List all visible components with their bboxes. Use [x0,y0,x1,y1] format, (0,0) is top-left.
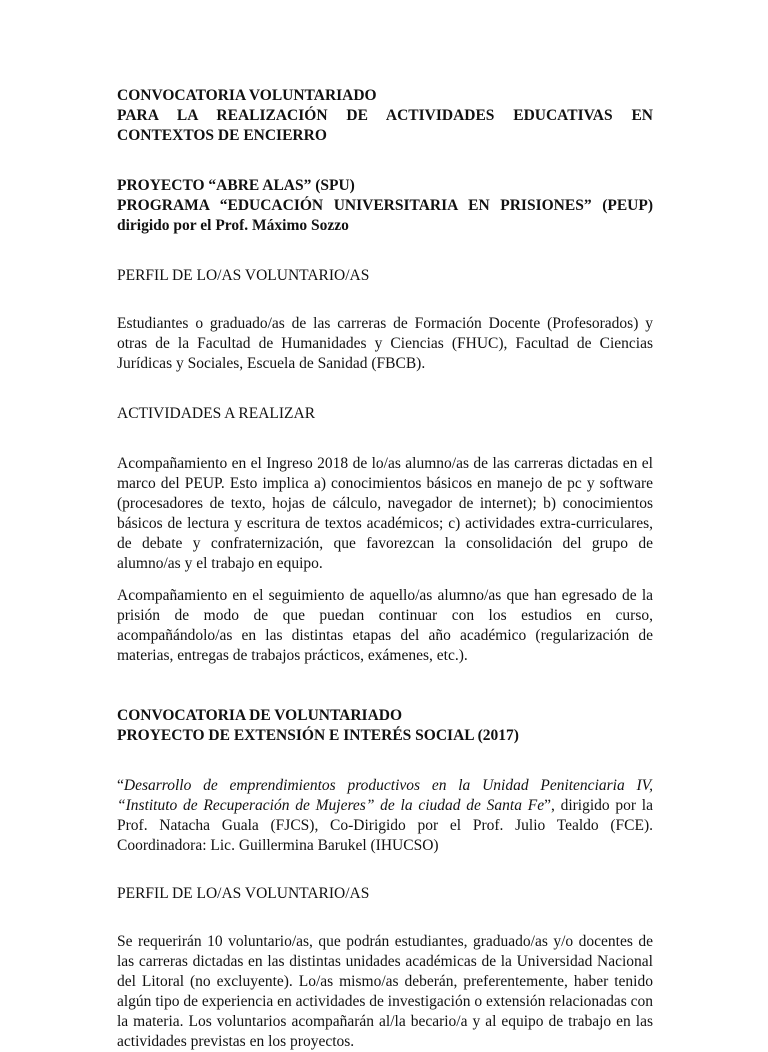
section2-heading [117,706,653,746]
section1-activities-text1: Acompañamiento en el Ingreso 2018 de lo/as alumno/as de las carreras dictadas en el marco del PEUP. Esto implica a) conocimientos básicos en manejo de pc y software (procesadores de texto, hojas de cálculo, navegador de internet); b) conocimientos básicos de lectura y escritura de textos académicos; c) actividades extra-curriculares, de debate y confraternización, que favorezcan la consolidación del grupo de alumno/as y el trabajo en equipo. [117,455,653,572]
section2-profile-text: Se requerirán 10 voluntario/as, que podrán estudiantes, graduado/as y/o docentes de las carreras dictadas en las distintas unidades académicas de la Universidad Nacional del Litoral (no excluyente). Lo/as mismo/as deberán, preferentemente, haber tenido algún tipo de experiencia en actividades de investigación o extensión relacionadas con la materia. Los voluntarios acompañarán al/la becario/a y al equipo de trabajo en las actividades previstas en los proyectos. [117,933,653,1050]
section1-project-line2: PROGRAMA “EDUCACIÓN UNIVERSITARIA EN PRISIONES” (PEUP) [117,197,653,214]
section1-project [117,176,653,236]
section1-heading-line1: CONVOCATORIA VOLUNTARIADO [117,87,377,104]
section1-heading-line3: CONTEXTOS DE ENCIERRO [117,127,327,144]
section1-heading [117,86,653,146]
section1-activities-text2: Acompañamiento en el seguimiento de aquello/as alumno/as que han egresado de la prisión de modo de que puedan continuar con los estudios en curso, acompañándolo/as en las distintas etapas del año académico (regularización de materias, entregas de trabajos prácticos, exámenes, etc.). [117,587,653,664]
quote-title: Desarrollo de emprendimientos productivos en la Unidad Penitenciaria IV, “Instituto de Recuperación de Mujeres” de la ciudad de Santa Fe [117,777,653,814]
section2-heading-line2: PROYECTO DE EXTENSIÓN E INTERÉS SOCIAL (2017) [117,727,519,744]
quote-open: “ [117,777,124,794]
section1-heading-line2: PARA LA REALIZACIÓN DE ACTIVIDADES EDUCATIVAS EN [117,107,653,124]
section1-project-line3: dirigido por el Prof. Máximo Sozzo [117,217,349,234]
section2-profile-title: PERFIL DE LO/AS VOLUNTARIO/AS [117,885,370,902]
section2-quote-paragraph [117,776,653,856]
section1-activities-title: ACTIVIDADES A REALIZAR [117,405,316,422]
section1-project-line1: PROYECTO “ABRE ALAS” (SPU) [117,177,355,194]
section2-heading-line1: CONVOCATORIA DE VOLUNTARIADO [117,707,403,724]
quote-rest: ”, dirigido por la Prof. Natacha Guala (FJCS), Co-Dirigido por el Prof. Julio Tealdo (FCE). Coordinadora: Lic. Guillermina Barukel (IHUCSO) [117,797,653,854]
section1-profile-text: Estudiantes o graduado/as de las carreras de Formación Docente (Profesorados) y otras de la Facultad de Humanidades y Ciencias (FHUC), Facultad de Ciencias Jurídicas y Sociales, Escuela de Sanidad (FBCB). [117,315,653,372]
section1-profile-title: PERFIL DE LO/AS VOLUNTARIO/AS [117,267,370,284]
